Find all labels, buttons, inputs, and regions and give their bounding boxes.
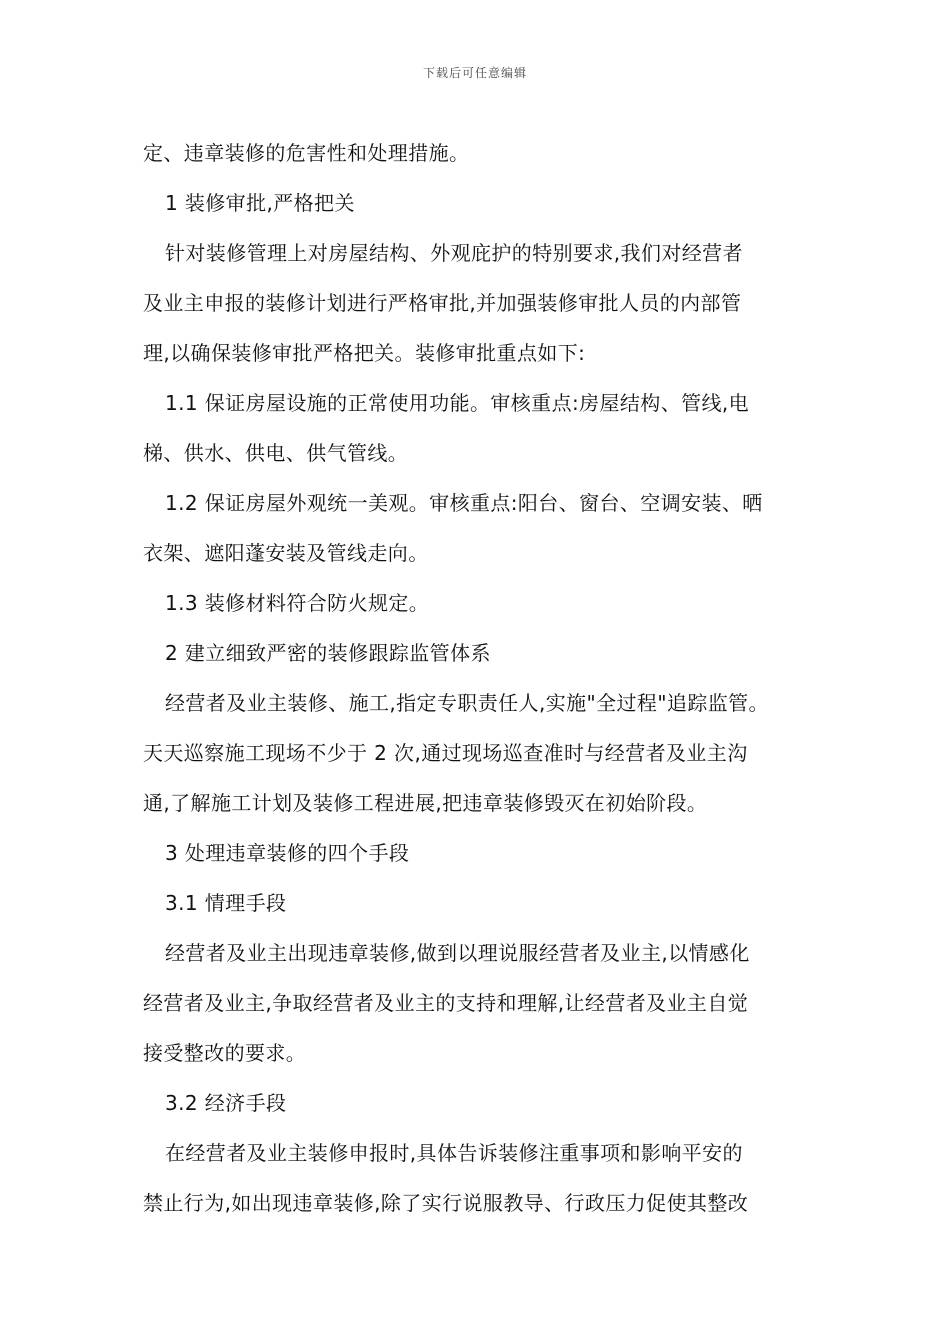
paragraph-line: 通,了解施工计划及装修工程进展,把违章装修毁灭在初始阶段。	[143, 791, 708, 815]
subsection-heading: 3.1 情理手段	[165, 891, 287, 915]
paragraph-line: 接受整改的要求。	[143, 1041, 307, 1065]
paragraph-line: 梯、供水、供电、供气管线。	[143, 441, 409, 465]
paragraph-line: 1.1 保证房屋设施的正常使用功能。审核重点:房屋结构、管线,电	[165, 391, 750, 415]
paragraph-line: 及业主申报的装修计划进行严格审批,并加强装修审批人员的内部管	[143, 291, 742, 315]
paragraph-line: 1.3 装修材料符合防火规定。	[165, 591, 430, 615]
paragraph-line: 天天巡察施工现场不少于 2 次,通过现场巡查准时与经营者及业主沟	[143, 741, 748, 765]
section-heading: 1 装修审批,严格把关	[165, 191, 355, 215]
paragraph-line: 衣架、遮阳蓬安装及管线走向。	[143, 541, 429, 565]
paragraph-line: 定、违章装修的危害性和处理措施。	[143, 141, 470, 165]
paragraph-line: 针对装修管理上对房屋结构、外观庇护的特别要求,我们对经营者	[165, 241, 743, 265]
paragraph-line: 经营者及业主出现违章装修,做到以理说服经营者及业主,以情感化	[165, 941, 750, 965]
paragraph-line: 1.2 保证房屋外观统一美观。审核重点:阳台、窗台、空调安装、晒	[165, 491, 763, 515]
document-body	[143, 128, 823, 1215]
page-header: 下载后可任意编辑	[422, 66, 527, 80]
paragraph-line: 经营者及业主,争取经营者及业主的支持和理解,让经营者及业主自觉	[143, 991, 749, 1015]
paragraph-line: 经营者及业主装修、施工,指定专职责任人,实施"全过程"追踪监管。	[165, 691, 769, 715]
paragraph-line: 理,以确保装修审批严格把关。装修审批重点如下:	[143, 341, 586, 365]
subsection-heading: 3.2 经济手段	[165, 1091, 287, 1115]
section-heading: 3 处理违章装修的四个手段	[165, 841, 410, 865]
paragraph-line: 在经营者及业主装修申报时,具体告诉装修注重事项和影响平安的	[165, 1141, 743, 1165]
section-heading: 2 建立细致严密的装修跟踪监管体系	[165, 641, 491, 665]
paragraph-line: 禁止行为,如出现违章装修,除了实行说服教导、行政压力促使其整改	[143, 1191, 749, 1215]
